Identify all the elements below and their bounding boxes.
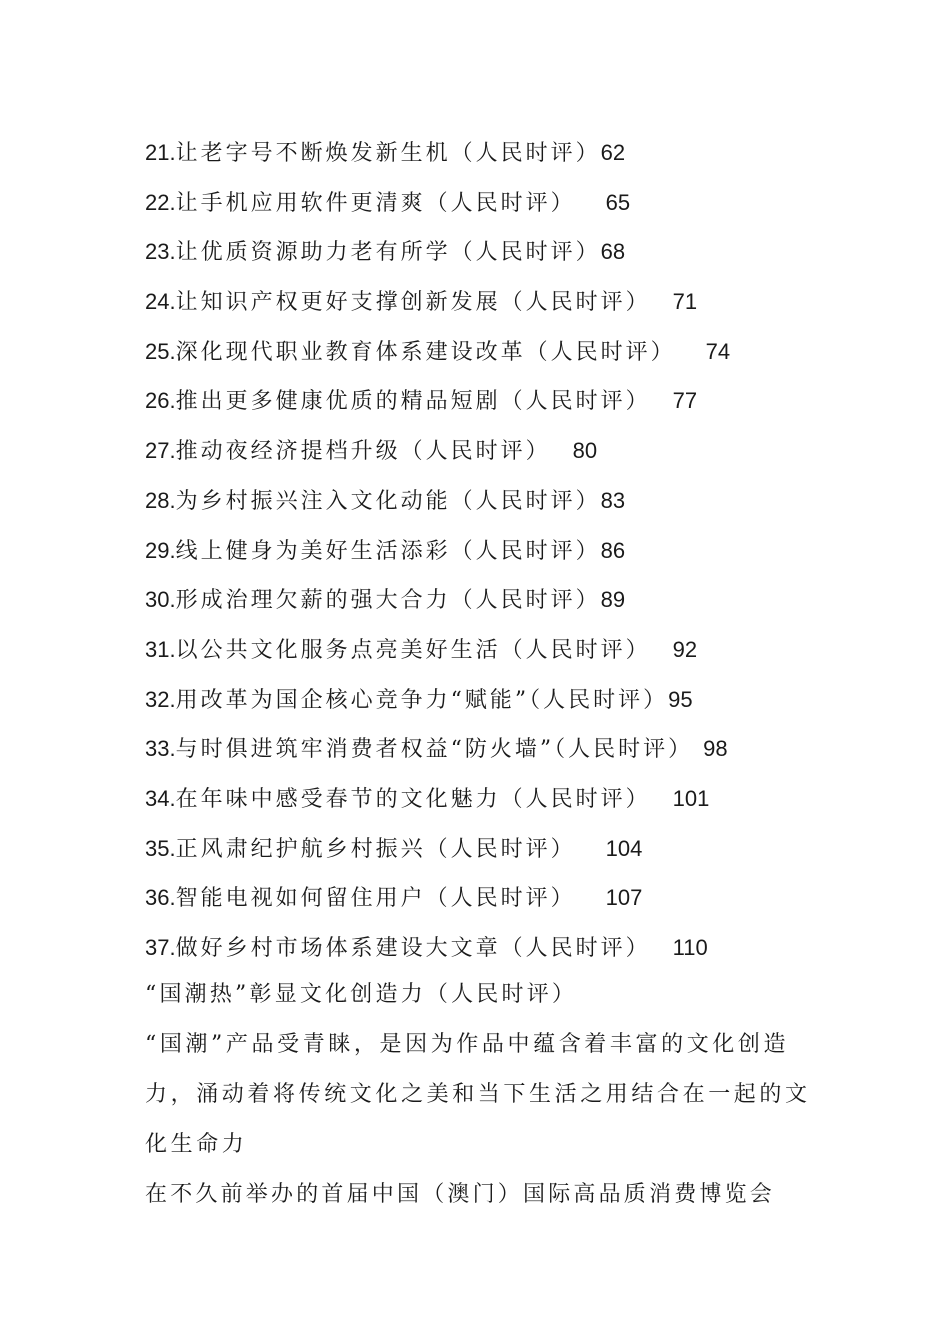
toc-entry-number: 31. [145,636,176,662]
toc-entry-title: 推出更多健康优质的精品短剧（人民时评） [175,389,651,415]
toc-entry[interactable] [145,873,825,923]
toc-entry-number: 24. [145,289,176,315]
toc-entry-page: 74 [705,338,731,364]
toc-entry-title: 形成治理欠薪的强大合力（人民时评） [175,588,601,614]
toc-entry-page: 107 [605,885,643,911]
toc-entry[interactable] [145,923,825,973]
toc-entry-page: 65 [605,189,631,215]
toc-entry-title: 以公共文化服务点亮美好生活（人民时评） [175,637,651,663]
toc-entry-number: 35. [145,835,176,861]
toc-entry-title: 在年味中感受春节的文化魅力（人民时评） [175,786,651,812]
toc-entry-page: 86 [600,537,626,563]
toc-entry-page: 71 [672,289,698,315]
toc-entry[interactable] [145,376,825,426]
toc-entry-page: 80 [572,438,598,464]
toc-entry-number: 22. [145,189,176,215]
toc-entry-number: 30. [145,587,176,613]
toc-entry-number: 36. [145,885,176,911]
toc-entry-number: 26. [145,388,176,414]
toc-entry-page: 83 [600,487,626,513]
table-of-contents [145,128,825,973]
toc-entry[interactable] [145,476,825,526]
toc-entry[interactable] [145,575,825,625]
toc-entry-page: 92 [672,636,698,662]
toc-entry-title: 正风肃纪护航乡村振兴（人民时评） [175,836,576,862]
toc-entry[interactable] [145,675,825,725]
toc-entry-number: 25. [145,338,176,364]
toc-entry[interactable] [145,277,825,327]
toc-entry-title: 深化现代职业教育体系建设改革（人民时评） [175,339,676,365]
toc-entry-number: 32. [145,686,176,712]
toc-entry-title: 用改革为国企核心竞争力“赋能”（人民时评） [175,687,669,713]
toc-entry-page: 104 [605,835,643,861]
toc-entry-number: 37. [145,935,176,960]
article-lead-paragraph: “国潮”产品受青睐，是因为作品中蕴含着丰富的文化创造力，涌动着将传统文化之美和当下生活之用结合在一起的文化生命力 [145,1032,811,1157]
toc-entry-title: 智能电视如何留住用户（人民时评） [175,886,576,912]
toc-entry-number: 33. [145,736,176,762]
toc-entry-title: 做好乡村市场体系建设大文章（人民时评） [175,936,651,961]
toc-entry-page: 98 [703,736,728,762]
article [145,970,815,1220]
toc-entry-number: 21. [145,140,176,165]
toc-entry-title: 推动夜经济提档升级（人民时评） [175,439,551,465]
toc-entry-title: 让老字号不断焕发新生机（人民时评） [175,141,601,166]
toc-entry[interactable] [145,774,825,824]
toc-entry-page: 77 [672,388,698,414]
toc-entry[interactable] [145,178,825,228]
toc-entry-page: 101 [672,785,710,811]
toc-entry-page: 95 [668,686,693,712]
toc-entry[interactable] [145,724,825,774]
toc-entry[interactable] [145,327,825,377]
toc-entry-number: 23. [145,239,176,265]
toc-entry[interactable] [145,227,825,277]
toc-entry[interactable] [145,625,825,675]
toc-entry[interactable] [145,426,825,476]
toc-entry-number: 34. [145,785,176,811]
toc-entry-title: 与时俱进筑牢消费者权益“防火墙”（人民时评） [175,737,694,763]
toc-entry-number: 28. [145,487,176,513]
toc-entry-title: 让手机应用软件更清爽（人民时评） [175,190,576,216]
toc-entry-page: 62 [600,140,626,165]
article-title: “国潮热”彰显文化创造力（人民时评） [145,982,578,1007]
toc-entry-page: 110 [672,935,708,960]
toc-entry[interactable] [145,526,825,576]
toc-entry-page: 68 [600,239,626,265]
toc-entry-title: 让知识产权更好支撑创新发展（人民时评） [175,290,651,316]
toc-entry-title: 线上健身为美好生活添彩（人民时评） [175,538,601,564]
toc-entry-page: 89 [600,587,626,613]
toc-entry-number: 29. [145,537,176,563]
toc-entry-title: 为乡村振兴注入文化动能（人民时评） [175,488,601,514]
toc-entry[interactable] [145,824,825,874]
toc-entry-number: 27. [145,438,176,464]
toc-entry-title: 让优质资源助力老有所学（人民时评） [175,240,601,266]
article-body-paragraph: 在不久前举办的首届中国（澳门）国际高品质消费博览会 [145,1182,776,1207]
toc-entry[interactable] [145,128,825,178]
